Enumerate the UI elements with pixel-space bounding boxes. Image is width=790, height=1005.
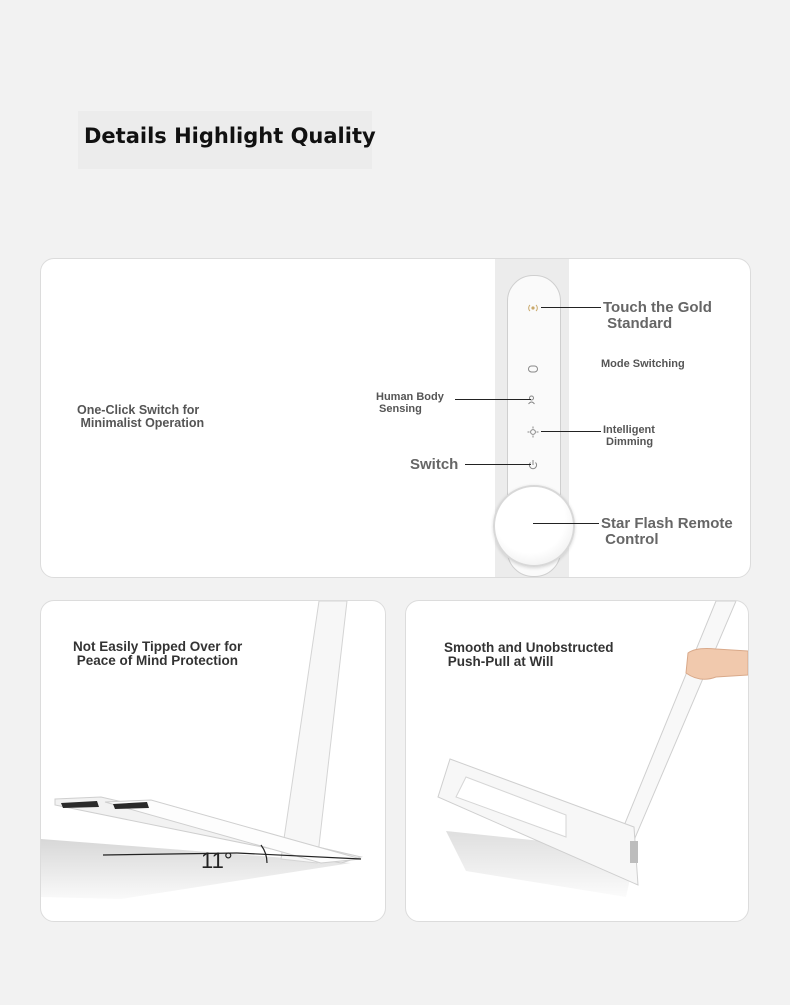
dimming-icon[interactable] [527, 426, 539, 438]
heading-banner [78, 111, 376, 169]
human-sensing-icon[interactable] [527, 394, 539, 406]
dimming-label: Intelligent Dimming [603, 424, 655, 448]
touch-gold-label: Touch the Gold Standard [603, 299, 712, 332]
switch-label: Switch [410, 456, 459, 473]
stability-caption: Not Easily Tipped Over for Peace of Mind Protection [73, 639, 243, 669]
touch-gold-icon[interactable] [527, 302, 539, 314]
power-icon[interactable] [527, 459, 539, 471]
dimming-leader-line [541, 431, 601, 432]
pushpull-card [405, 600, 749, 922]
human-sensing-label: Human Body Sensing [376, 391, 444, 415]
human-leader-line [455, 399, 531, 400]
touch-leader-line [541, 307, 601, 308]
stability-card [40, 600, 386, 922]
page-title: Details Highlight Quality [84, 124, 376, 148]
one-click-caption: One-Click Switch for Minimalist Operation [77, 403, 205, 431]
mode-switch-icon[interactable] [527, 363, 539, 375]
controls-card [40, 258, 751, 578]
pushpull-caption: Smooth and Unobstructed Push-Pull at Will [444, 640, 614, 670]
remote-knob[interactable] [493, 485, 575, 567]
angle-label: 11° [201, 848, 233, 873]
switch-leader-line [465, 464, 531, 465]
remote-label: Star Flash Remote Control [601, 515, 733, 548]
mode-switching-label: Mode Switching [601, 358, 685, 370]
remote-leader-line [533, 523, 599, 524]
